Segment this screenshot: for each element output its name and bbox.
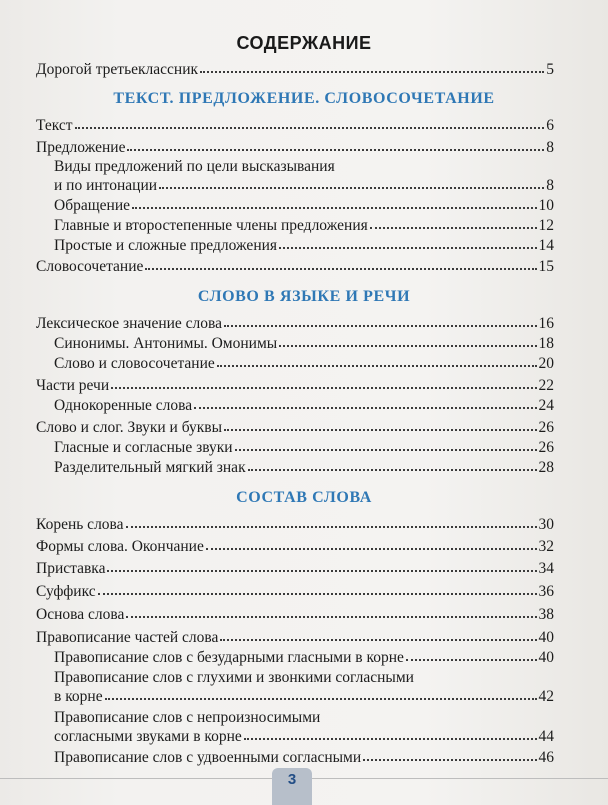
toc-entry-page: 40: [538, 649, 554, 666]
dot-leader: [145, 257, 536, 270]
toc-entry-label: и по интонации: [54, 177, 158, 194]
toc-entry-label: Предложение: [36, 139, 126, 156]
toc-entry: [54, 177, 554, 195]
toc-entry-label: Формы слова. Окончание: [36, 538, 204, 555]
toc-entry-page: 18: [538, 335, 554, 352]
toc-entry-page: 30: [538, 516, 554, 533]
toc-entry-page: 46: [538, 749, 554, 766]
toc-entry-label: Правописание слов с удвоенными согласными: [54, 749, 362, 766]
page-title: СОДЕРЖАНИЕ: [236, 33, 372, 53]
toc-entry: [54, 439, 554, 457]
toc-entry: [54, 459, 554, 477]
dot-leader: [220, 628, 536, 641]
dot-leader: [224, 418, 536, 431]
toc-entry-label: Однокоренные слова: [54, 397, 193, 414]
dot-leader: [406, 648, 537, 661]
toc-entry-page: 22: [538, 377, 554, 394]
toc-entry-label: Суффикс: [36, 583, 96, 600]
toc-entry-page: 8: [546, 177, 554, 194]
toc-entry-label: Слово и словосочетание: [54, 355, 215, 372]
dot-leader: [370, 216, 537, 229]
toc-entry-page: 28: [538, 459, 554, 476]
toc-entry-label: Гласные и согласные звуки: [54, 439, 233, 456]
toc-entry-label: Лексическое значение слова: [36, 315, 223, 332]
toc-entry-page: 40: [538, 629, 554, 646]
section-heading: СОСТАВ СЛОВА: [236, 489, 372, 506]
toc-entry: [54, 197, 554, 215]
toc-entry-page: 32: [538, 538, 554, 555]
toc-entry: [36, 258, 554, 276]
toc-entry-label: Правописание слов с безударными гласными в корне: [54, 649, 404, 666]
toc-entry-page: 16: [538, 315, 554, 332]
toc-entry-label: Приставка: [36, 560, 106, 577]
toc-entry-label-line: Правописание слов с глухими и звонкими согласными: [54, 669, 414, 686]
toc-entry-label: Корень слова: [36, 516, 124, 533]
dot-leader: [107, 559, 536, 572]
toc-entry-label: Обращение: [54, 197, 130, 214]
dot-leader: [244, 727, 537, 740]
toc-entry-page: 42: [538, 688, 554, 705]
dot-leader: [126, 515, 537, 528]
toc-entry: [36, 315, 554, 333]
dot-leader: [98, 582, 537, 595]
toc-entry-label: Синонимы. Антонимы. Омонимы: [54, 335, 278, 352]
dot-leader: [279, 334, 536, 347]
toc-entry-label: Простые и сложные предложения: [54, 237, 278, 254]
toc-entry-label: Части речи: [36, 377, 110, 394]
toc-entry-label: Дорогой третьеклассник: [36, 61, 199, 78]
toc-entry-page: 26: [538, 439, 554, 456]
toc-entry-page: 8: [546, 139, 554, 156]
section-heading: СЛОВО В ЯЗЫКЕ И РЕЧИ: [197, 288, 411, 305]
toc-entry: [36, 560, 554, 578]
toc-entry: [36, 583, 554, 601]
toc-entry: [54, 355, 554, 373]
toc-entry: [54, 728, 554, 746]
toc-entry: [36, 629, 554, 647]
toc-entry-page: 34: [538, 560, 554, 577]
dot-leader: [200, 60, 544, 73]
toc-entry: [36, 538, 554, 556]
toc-entry: [54, 217, 554, 235]
dot-leader: [111, 376, 536, 389]
dot-leader: [75, 116, 545, 129]
toc-entry-page: 6: [546, 117, 554, 134]
toc-entry-page: 20: [538, 355, 554, 372]
dot-leader: [194, 396, 536, 409]
toc-entry-label: Текст: [36, 117, 73, 134]
toc-entry-page: 14: [538, 237, 554, 254]
toc-entry: [54, 237, 554, 255]
toc-entry: [36, 117, 554, 135]
dot-leader: [206, 537, 537, 550]
dot-leader: [248, 458, 537, 471]
toc-entry-label-line: Правописание слов с непроизносимыми: [54, 709, 321, 726]
toc-entry: [36, 377, 554, 395]
toc-entry-page: 15: [538, 258, 554, 275]
toc-entry-label: Главные и второстепенные члены предложения: [54, 217, 368, 234]
toc-entry: [54, 397, 554, 415]
page-number: 3: [287, 771, 297, 788]
dot-leader: [217, 354, 537, 367]
toc-entry: [36, 419, 554, 437]
dot-leader: [127, 138, 544, 151]
toc-entry-label: Правописание частей слова: [36, 629, 219, 646]
toc-entry-label: согласными звуками в корне: [54, 728, 242, 745]
dot-leader: [363, 748, 536, 761]
toc-entry: [36, 139, 554, 157]
toc-entry-label: в корне: [54, 688, 103, 705]
dot-leader: [132, 196, 537, 209]
section-heading: ТЕКСТ. ПРЕДЛОЖЕНИЕ. СЛОВОСОЧЕТАНИЕ: [113, 90, 495, 107]
dot-leader: [224, 314, 536, 327]
toc-entry-label: Словосочетание: [36, 258, 144, 275]
toc-entry: [54, 649, 554, 667]
toc-entry-page: 12: [538, 217, 554, 234]
toc-entry-page: 26: [538, 419, 554, 436]
toc-entry-label: Слово и слог. Звуки и буквы: [36, 419, 223, 436]
toc-entry-page: 44: [538, 728, 554, 745]
toc-entry-page: 24: [538, 397, 554, 414]
dot-leader: [159, 176, 544, 189]
toc-entry-label: Разделительный мягкий знак: [54, 459, 246, 476]
toc-entry: [36, 606, 554, 624]
toc-entry-page: 10: [538, 197, 554, 214]
toc-entry-page: 5: [546, 61, 554, 78]
dot-leader: [105, 687, 537, 700]
dot-leader: [235, 438, 537, 451]
toc-entry-label-line: Виды предложений по цели высказывания: [54, 158, 335, 175]
page-number-badge: [272, 768, 312, 805]
toc-entry: [54, 688, 554, 706]
toc-entry-page: 38: [538, 606, 554, 623]
toc-entry: [54, 749, 554, 767]
toc-entry-label: Основа слова: [36, 606, 125, 623]
toc-entry: [54, 335, 554, 353]
toc-entry: [36, 516, 554, 534]
dot-leader: [126, 605, 536, 618]
toc-entry-page: 36: [538, 583, 554, 600]
dot-leader: [279, 236, 536, 249]
toc-entry: [36, 61, 554, 79]
